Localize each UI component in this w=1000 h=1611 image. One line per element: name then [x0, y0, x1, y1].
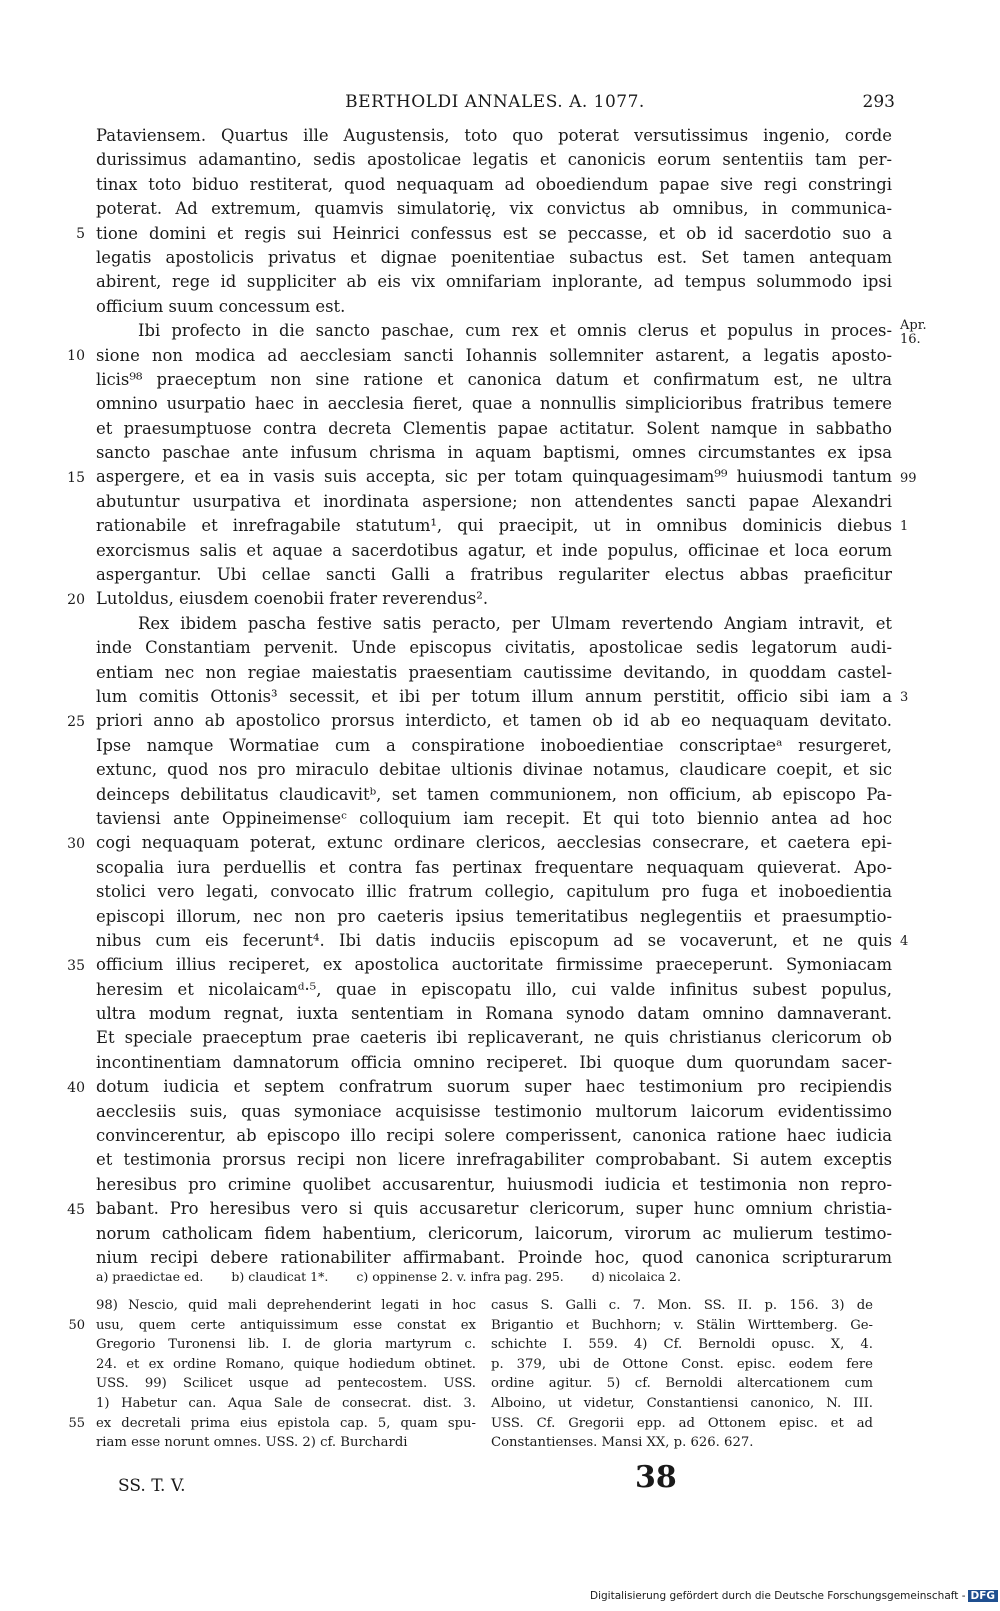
text-line: exorcismus salis et aquae a sacerdotibus agatur, et inde populus, officinae et loca eorum	[96, 540, 892, 560]
text-line: priori anno ab apostolico prorsus interdicto, et tamen ob id ab eo nequaquam devitato.	[96, 711, 892, 731]
line-number: 15	[67, 469, 85, 486]
footnote-line-number: 55	[68, 1415, 85, 1431]
footnote-line: casus S. Galli c. 7. Mon. SS. II. p. 156. 3) de	[491, 1298, 873, 1313]
apparatus-entry: c) oppinense 2. v. infra pag. 295.	[356, 1269, 564, 1284]
text-line: lum comitis Ottonis³ secessit, et ibi per totum illum annum perstitit, officio sibi iam a	[96, 686, 892, 706]
critical-apparatus	[96, 1269, 892, 1284]
text-line: durissimus adamantino, sedis apostolicae legatis et canonicis eorum sententiis tam per-	[96, 150, 892, 170]
text-line: episcopi illorum, nec non pro caeteris ipsius temeritatibus neglegentiis et praesumptio-	[96, 906, 892, 926]
text-line: inde Constantiam pervenit. Unde episcopus civitatis, apostolicae sedis legatorum audi-	[96, 638, 892, 658]
footnote-line: ordine agitur. 5) cf. Bernoldi altercationem cum	[491, 1376, 873, 1392]
text-line: convincerentur, ab episcopo illo recipi solere comperissent, canonica ratione haec iudicia	[96, 1126, 892, 1146]
text-line: abutuntur usurpativa et inordinata aspersione; non attendentes sancti papae Alexandri	[96, 491, 892, 511]
footnote-line: riam esse norunt omnes. USS. 2) cf. Burchardi	[96, 1435, 408, 1451]
line-number: 45	[67, 1201, 85, 1218]
text-line: cogi nequaquam poterat, extunc ordinare clericos, aecclesias consecrare, et caetera epi-	[96, 833, 892, 853]
footnote-line: usu, quem certe antiquissimum esse constat ex	[96, 1317, 476, 1333]
text-line: et praesumptuose contra decreta Clementis papae actitatur. Solent namque in sabbatho	[96, 418, 892, 438]
text-line: rationabile et inrefragabile statutum¹, qui praecipit, ut in omnibus dominicis diebus	[96, 516, 892, 536]
text-line: stolici vero legati, convocato illic fratrum collegio, capitulum pro fuga et inoboedientia	[96, 882, 892, 902]
main-text	[96, 124, 892, 1270]
signature-mark: SS. T. V.	[118, 1476, 186, 1496]
text-line: sione non modica ad aecclesiam sancti Iohannis sollemniter astarent, a legatis aposto-	[96, 345, 892, 365]
margin-date: Apr. 16.	[900, 318, 927, 348]
footnote-line: USS. 99) Scilicet usque ad pentecostem. USS.	[96, 1376, 476, 1392]
text-line: Ipse namque Wormatiae cum a conspiratione inoboedientiae conscriptaeᵃ resurgeret,	[96, 735, 892, 755]
text-line: Rex ibidem pascha festive satis peracto, per Ulmam revertendo Angiam intravit, et	[138, 613, 892, 633]
text-line: poterat. Ad extremum, quamvis simulatorię, vix convictus ab omnibus, in communica-	[96, 199, 892, 219]
text-line: nibus cum eis fecerunt⁴. Ibi datis induciis episcopum ad se vocaverunt, et ne quis	[96, 930, 892, 950]
funding-notice	[590, 1590, 998, 1602]
text-line: deinceps debilitatus claudicavitᵇ, set tamen communionem, non officium, ab episcopo Pa-	[96, 784, 892, 804]
line-number: 25	[67, 713, 85, 730]
footnote-line: p. 379, ubi de Ottone Const. episc. eodem fere	[491, 1356, 873, 1372]
text-line: taviensi ante Oppineimenseᶜ colloquium iam recepit. Et qui toto biennio antea ad hoc	[96, 808, 892, 828]
text-line: Et speciale praeceptum prae caeteris ibi replicaverant, ne quis christianus clericorum ob	[96, 1028, 892, 1048]
text-line: officium illius reciperet, ex apostolica auctoritate firmissime praeceperunt. Symoniacam	[96, 955, 892, 975]
text-line: extunc, quod nos pro miraculo debitae ultionis divinae notamus, claudicare coepit, et sic	[96, 760, 892, 780]
text-line: Pataviensem. Quartus ille Augustensis, toto quo poterat versutissimus ingenio, corde	[96, 126, 892, 145]
footnote-line: Alboino, ut videtur, Constantiensi canonico, N. III.	[491, 1395, 873, 1411]
text-line: Lutoldus, eiusdem coenobii frater reverendus².	[96, 589, 489, 609]
footnote-line-number: 50	[68, 1317, 85, 1333]
line-number: 35	[67, 957, 85, 974]
margin-ref: 4	[900, 934, 909, 950]
apparatus-entry: d) nicolaica 2.	[591, 1269, 681, 1284]
running-header	[95, 92, 895, 116]
text-line: legatis apostolicis privatus et dignae poenitentiae subactus est. Set tamen antequam	[96, 247, 892, 267]
text-line: sancto paschae ante infusum chrisma in aquam baptismi, omnes circumstantes ex ipsa	[96, 443, 892, 463]
text-line: aspergantur. Ubi cellae sancti Galli a fratribus regulariter electus abbas praeficitur	[96, 565, 892, 585]
margin-ref: 3	[900, 690, 909, 706]
text-line: et testimonia prorsus recipi non licere inrefragabiliter comprobabant. Si autem exceptis	[96, 1150, 892, 1170]
funding-text: Digitalisierung gefördert durch die Deutsche Forschungsgemeinschaft -	[590, 1590, 966, 1602]
text-line: tinax toto biduo restiterat, quod nequaquam ad oboediendum papae sive regi constringi	[96, 174, 892, 194]
text-line: officium suum concessum est.	[96, 296, 346, 316]
footnotes-right-column	[491, 1296, 873, 1453]
footnote-line: 1) Habetur can. Aqua Sale de consecrat. dist. 3.	[96, 1395, 476, 1411]
running-title: BERTHOLDI ANNALES. A. 1077.	[345, 92, 645, 112]
footnote-line: schichte I. 559. 4) Cf. Bernoldi opusc. X, 4.	[491, 1337, 873, 1353]
text-line: heresim et nicolaicamᵈ·⁵, quae in episcopatu illo, cui valde infinitus subest populus,	[96, 979, 892, 999]
text-line: aspergere, et ea in vasis suis accepta, sic per totam quinquagesimam⁹⁹ huiusmodi tantum	[96, 467, 892, 487]
footnote-line: USS. Cf. Gregorii epp. ad Ottonem episc. et ad	[491, 1415, 873, 1431]
footnote-line: Gregorio Turonensi lib. I. de gloria martyrum c.	[96, 1337, 476, 1353]
text-line: aecclesiis suis, quas symoniace acquisisse testimonio multorum laicorum evidentissimo	[96, 1101, 892, 1121]
text-line: ultra modum regnat, iuxta sententiam in Romana synodo datam omnino damnaverant.	[96, 1004, 892, 1024]
footnote-line: ex decretali prima eius epistola cap. 5, quam spu-	[96, 1415, 476, 1431]
line-number: 10	[67, 347, 85, 364]
margin-ref: 1	[900, 519, 909, 535]
dfg-logo: DFG	[968, 1590, 999, 1602]
text-line: abirent, rege id suppliciter ab eis vix omnifariam inplorante, ad tempus solummodo ipsi	[96, 272, 892, 292]
footnote-line: Brigantio et Buchhorn; v. Stälin Wirttemberg. Ge-	[491, 1317, 873, 1333]
text-line: entiam nec non regiae maiestatis praesentiam cautissime devitando, in quoddam castel-	[96, 662, 892, 682]
text-line: heresibus pro crimine quolibet accusarentur, huiusmodi iudicia et testimonia non repro-	[96, 1174, 892, 1194]
text-line: incontinentiam damnatorum officia omnino reciperet. Ibi quoque dum quorundam sacer-	[96, 1052, 892, 1072]
page-number: 293	[862, 92, 895, 112]
footnote-line: Constantienses. Mansi XX, p. 626. 627.	[491, 1435, 754, 1451]
line-number: 5	[76, 225, 85, 242]
footnote-line: 98) Nescio, quid mali deprehenderint legati in hoc	[96, 1298, 476, 1313]
footnotes-left-column	[96, 1296, 476, 1453]
line-number: 30	[67, 835, 85, 852]
text-line: Ibi profecto in die sancto paschae, cum rex et omnis clerus et populus in proces-	[138, 321, 892, 341]
text-line: nium recipi debere rationabiliter affirmabant. Proinde hoc, quod canonica scripturarum	[96, 1247, 892, 1267]
text-line: omnino usurpatio haec in aecclesia fieret, quae a nonnullis simplicioribus fratribus temere	[96, 394, 892, 414]
text-line: scopalia iura perduellis et contra fas pertinax frequentare nequaquam quieverat. Apo-	[96, 857, 892, 877]
text-line: tione domini et regis sui Heinrici confessus est se peccasse, et ob id sacerdotio suo a	[96, 223, 892, 243]
text-line: dotum iudicia et septem confratrum suorum super haec testimonium pro recipiendis	[96, 1077, 892, 1097]
text-line: babant. Pro heresibus vero si quis accusaretur clericorum, super hunc omnium christia-	[96, 1199, 892, 1219]
footnote-line: 24. et ex ordine Romano, quique hodiedum obtinet.	[96, 1356, 476, 1372]
signature-number: 38	[635, 1460, 677, 1495]
text-line: licis⁹⁸ praeceptum non sine ratione et canonica datum et confirmatum est, ne ultra	[96, 369, 892, 389]
apparatus-entry: b) claudicat 1*.	[231, 1269, 329, 1284]
margin-ref: 99	[900, 470, 917, 486]
line-number: 40	[67, 1079, 85, 1096]
line-number: 20	[67, 591, 85, 608]
text-line: norum catholicam fidem habentium, clericorum, laicorum, virorum ac mulierum testimo-	[96, 1223, 892, 1243]
apparatus-entry: a) praedictae ed.	[96, 1269, 204, 1284]
